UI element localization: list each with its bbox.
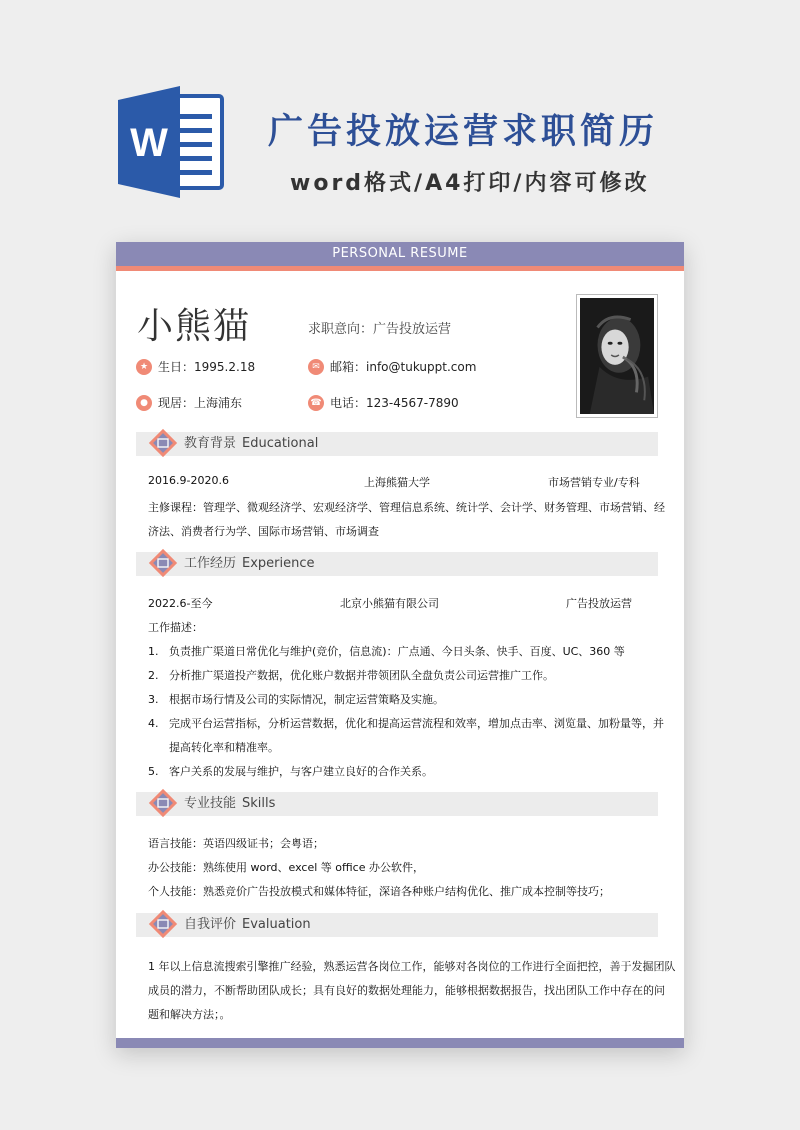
exp-item-num: 1.: [148, 645, 159, 658]
exp-company: 北京小熊猫有限公司: [340, 597, 439, 610]
section-title-cn: 自我评价: [184, 917, 237, 932]
candidate-name: 小熊猫: [137, 306, 252, 347]
word-document-icon: [118, 86, 226, 198]
exp-desc-label: 工作描述：: [148, 621, 203, 634]
address-info: [136, 394, 242, 411]
section-diamond-icon: [146, 786, 180, 820]
address-label: 现居：: [158, 396, 195, 410]
birthday-icon: ★: [136, 359, 152, 375]
resume-footer-bar: [116, 1038, 684, 1048]
evaluation-line: 1 年以上信息流搜索引擎推广经验，熟悉运营各岗位工作，能够对各岗位的工作进行全面把控，善于发掘团队: [148, 960, 676, 973]
section-diamond-icon: [146, 546, 180, 580]
svg-text:W: W: [130, 121, 168, 165]
evaluation-line: 题和解决方法；。: [148, 1008, 231, 1021]
exp-item: [148, 691, 444, 707]
edu-courses-line2: 济法、消费者行为学、国际市场营销、市场调查: [148, 525, 379, 538]
section-experience-title: [184, 552, 315, 576]
banner-title: 广告投放运营求职简历: [268, 112, 659, 152]
section-evaluation-header: [136, 913, 658, 937]
accent-divider: [116, 266, 684, 271]
section-evaluation-title: [184, 913, 311, 937]
exp-item-text: 完成平台运营指标，分析运营数据，优化和提高运营流程和效率，增加点击率、浏览量、加粉量等，并: [169, 717, 664, 730]
section-experience-header: [136, 552, 658, 576]
phone-info: [308, 394, 459, 411]
email-info: [308, 358, 476, 375]
exp-item: [148, 739, 279, 755]
job-intention: 求职意向：广告投放运营: [308, 322, 452, 337]
phone-label: 电话：: [330, 396, 367, 410]
skill-line: 个人技能：熟悉竞价广告投放模式和媒体特征，深谙各种账户结构优化、推广成本控制等技巧；: [148, 885, 610, 898]
email-icon: ✉: [308, 359, 324, 375]
phone-value: 123-4567-7890: [366, 395, 459, 410]
evaluation-line: 成员的潜力，不断帮助团队成长；具有良好的数据处理能力，能够根据数据报告，找出团队工作中存在的问: [148, 984, 665, 997]
section-title-cn: 工作经历: [184, 556, 237, 571]
resume-header-bar: PERSONAL RESUME: [116, 242, 684, 266]
section-education-header: [136, 432, 658, 456]
section-title-en: Experience: [242, 556, 315, 571]
location-icon: ●: [136, 395, 152, 411]
birth-info: [136, 358, 255, 375]
exp-item-text: 客户关系的发展与维护，与客户建立良好的合作关系。: [169, 765, 433, 778]
skill-line: 语言技能：英语四级证书；会粤语；: [148, 837, 324, 850]
phone-icon: ☎: [308, 395, 324, 411]
exp-item-num: 2.: [148, 669, 159, 682]
section-title-en: Evaluation: [242, 917, 311, 932]
exp-item-num: 3.: [148, 693, 159, 706]
exp-period: 2022.6-至今: [148, 597, 213, 610]
resume-page: [116, 242, 684, 1048]
section-skills-header: [136, 792, 658, 816]
exp-item: [148, 763, 433, 779]
skill-line: 办公技能：熟练使用 word、excel 等 office 办公软件，: [148, 861, 424, 874]
edu-school: 上海熊猫大学: [364, 476, 430, 489]
section-title-cn: 教育背景: [184, 436, 237, 451]
section-diamond-icon: [146, 426, 180, 460]
exp-item-text: 负责推广渠道日常优化与维护(竞价，信息流)：广点通、今日头条、快手、百度、UC、360 等: [169, 645, 625, 658]
exp-position: 广告投放运营: [566, 597, 632, 610]
email-value: info@tukuppt.com: [366, 359, 477, 374]
exp-item-text: 提高转化率和精准率。: [169, 741, 279, 754]
birth-label: 生日：: [158, 360, 195, 374]
section-title-en: Skills: [242, 796, 276, 811]
exp-item-num: 4.: [148, 717, 159, 730]
edu-courses-line1: 主修课程：管理学、微观经济学、宏观经济学、管理信息系统、统计学、会计学、财务管理、市场营销、经: [148, 501, 665, 514]
section-title-en: Educational: [242, 436, 319, 451]
exp-item: [148, 715, 664, 731]
profile-photo: [576, 294, 658, 418]
section-title-cn: 专业技能: [184, 796, 237, 811]
section-education-title: [184, 432, 318, 456]
section-diamond-icon: [146, 907, 180, 941]
banner-subtitle: word格式/A4打印/内容可修改: [290, 171, 650, 196]
email-label: 邮箱：: [330, 360, 367, 374]
exp-item-text: 根据市场行情及公司的实际情况，制定运营策略及实施。: [169, 693, 444, 706]
exp-item: [148, 667, 554, 683]
edu-period: 2016.9-2020.6: [148, 474, 229, 487]
portrait-image: [580, 298, 654, 414]
birth-value: 1995.2.18: [194, 359, 256, 374]
section-skills-title: [184, 792, 275, 816]
exp-item: [148, 643, 625, 659]
address-value: 上海浦东: [194, 396, 243, 410]
edu-major: 市场营销专业/专科: [548, 476, 640, 489]
exp-item-text: 分析推广渠道投产数据，优化账户数据并带领团队全盘负责公司运营推广工作。: [169, 669, 554, 682]
exp-item-num: 5.: [148, 765, 159, 778]
